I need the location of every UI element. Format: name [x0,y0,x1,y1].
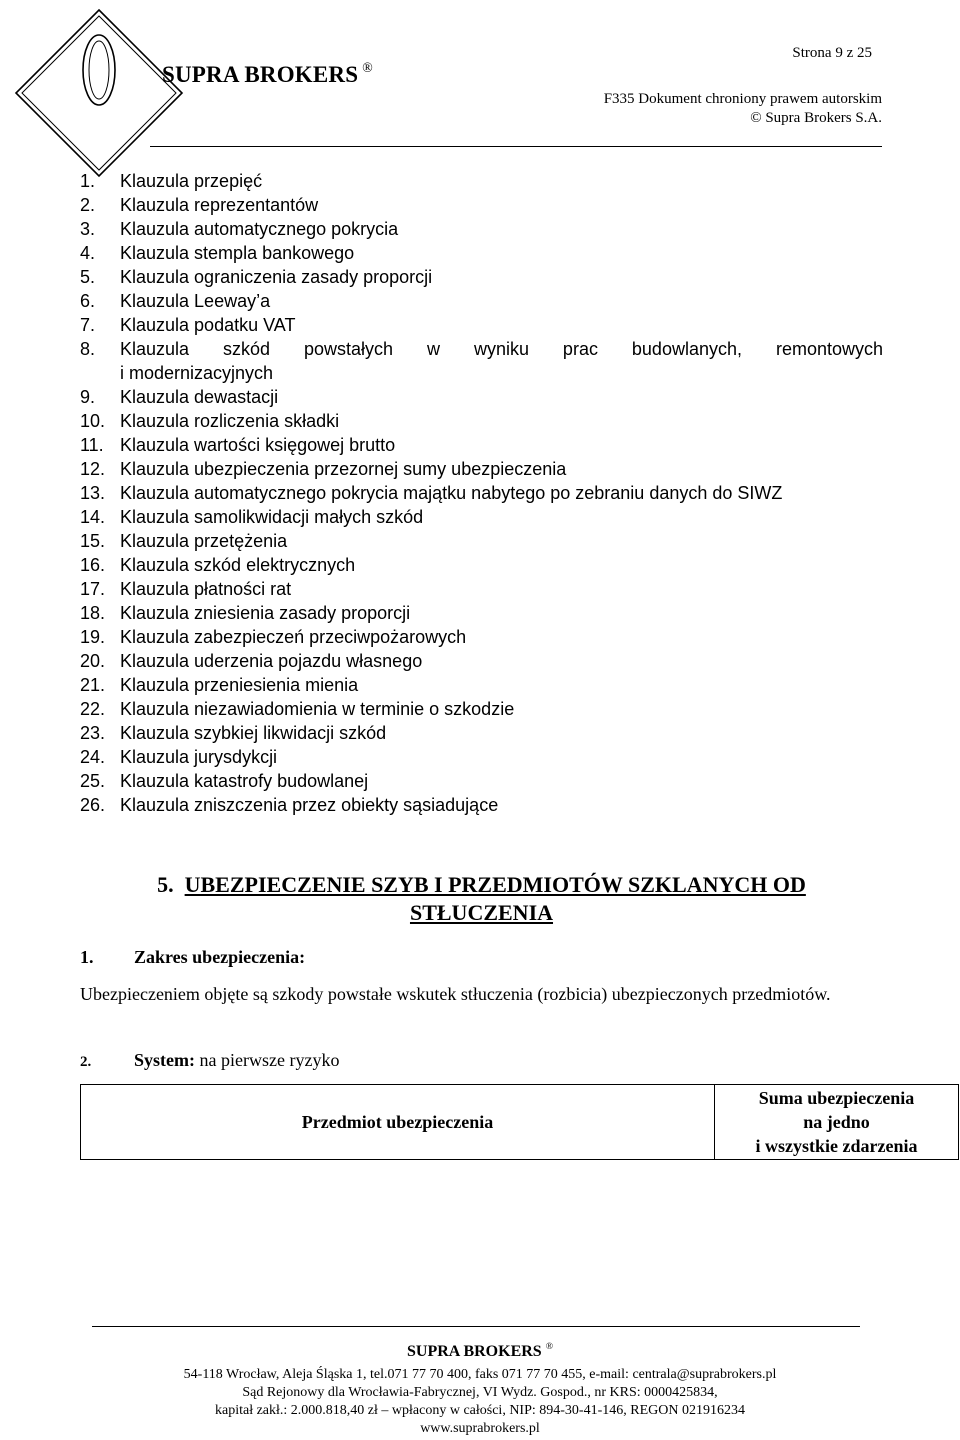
header-rule [150,146,882,147]
clause-text: Klauzula przeniesienia mienia [120,675,359,695]
clause-number: 20. [80,651,106,671]
clause-text: Klauzula dewastacji [120,387,279,407]
clause-number: 12. [80,459,106,479]
clause-number: 5. [80,267,96,287]
clause-text: Klauzula szkód elektrycznych [120,555,356,575]
clause-text: Klauzula zabezpieczeń przeciwpożarowych [120,627,467,647]
clause-text: Klauzula rozliczenia składki [120,411,340,431]
clause-number: 9. [80,387,96,407]
clause-number: 17. [80,579,106,599]
list-item [80,385,883,409]
list-item [80,169,883,193]
list-item [80,577,883,601]
list-item [80,217,883,241]
clause-number: 26. [80,795,106,815]
clause-number: 15. [80,531,106,551]
clause-text: Klauzula przetężenia [120,531,288,551]
clause-text: Klauzula automatycznego pokrycia [120,219,399,239]
clause-text: Klauzula podatku VAT [120,315,296,335]
clause-number: 1. [80,171,96,191]
clause-number: 16. [80,555,106,575]
subsection-system: 2. System: na pierwsze ryzyko [80,1050,340,1070]
footer-address: 54-118 Wrocław, Aleja Śląska 1, tel.071 77 70 400, faks 071 77 70 455, e-mail: centrala@suprabrokers.pl [183,1367,777,1382]
clause-number: 11. [80,435,104,455]
list-item [80,769,883,793]
list-item [80,529,883,553]
clause-number: 4. [80,243,96,263]
list-item [80,625,883,649]
scope-paragraph: Ubezpieczeniem objęte są szkody powstałe wskutek stłuczenia (rozbicia) ubezpieczonych przedmiotów. [80,984,831,1004]
clause-text: Klauzula stempla bankowego [120,243,355,263]
list-item [80,337,883,361]
clause-text: Klauzula niezawiadomienia w terminie o szkodzie [120,699,515,719]
clause-text: Klauzula katastrofy budowlanej [120,771,369,791]
header-copyright: © Supra Brokers S.A. [750,110,882,126]
clause-text: Klauzula jurysdykcji [120,747,278,767]
clause-text: Klauzula reprezentantów [120,195,319,215]
list-item [80,697,883,721]
clause-text: Klauzula zniszczenia przez obiekty sąsiadujące [120,795,499,815]
footer-capital: kapitał zakł.: 2.000.818,40 zł – wpłacony w całości, NIP: 894-30-41-146, REGON 021916234 [215,1403,745,1418]
list-item [80,265,883,289]
clause-number: 21. [80,675,106,695]
clause-list [80,169,883,817]
clause-text: Klauzula samolikwidacji małych szkód [120,507,424,527]
list-item [80,673,883,697]
clause-text: Klauzula automatycznego pokrycia majątku nabytego po zebraniu danych do SIWZ [120,483,783,503]
subsection-scope: 1. Zakres ubezpieczenia: [80,947,306,967]
clause-number: 6. [80,291,96,311]
list-item [80,721,883,745]
clause-text: Klauzula szybkiej likwidacji szkód [120,723,387,743]
clause-text: Klauzula szkód powstałych w wyniku prac budowlanych, remontowych [120,339,883,359]
clause-number: 18. [80,603,106,623]
footer-brand: SUPRA BROKERS ® [407,1341,553,1360]
clause-text: Klauzula ubezpieczenia przezornej sumy ubezpieczenia [120,459,567,479]
list-item [80,793,883,817]
footer-info [0,1366,960,1438]
list-item [80,649,883,673]
footer-rule [92,1326,860,1327]
list-item [80,505,883,529]
clause-text: Klauzula zniesienia zasady proporcji [120,603,411,623]
list-item [80,193,883,217]
list-item [80,481,883,505]
clause-text: Klauzula uderzenia pojazdu własnego [120,651,423,671]
clause-number: 13. [80,483,106,503]
clause-number: 24. [80,747,106,767]
clause-number: 3. [80,219,96,239]
clause-text: Klauzula płatności rat [120,579,292,599]
list-item [80,745,883,769]
company-logo [14,8,184,178]
table-header-subject: Przedmiot ubezpieczenia [81,1085,715,1160]
list-item [80,409,883,433]
clause-text: Klauzula Leeway’a [120,291,271,311]
clause-number: 14. [80,507,106,527]
clause-number: 23. [80,723,106,743]
clause-number: 19. [80,627,106,647]
clause-text: Klauzula wartości księgowej brutto [120,435,396,455]
list-item [80,313,883,337]
clause-text-continuation: i modernizacyjnych [120,363,274,383]
footer-court: Sąd Rejonowy dla Wrocławia-Fabrycznej, VI Wydz. Gospod., nr KRS: 0000425834, [242,1385,718,1400]
header-info [604,90,882,128]
list-item [80,433,883,457]
footer-website: www.suprabrokers.pl [420,1421,540,1436]
clause-number: 10. [80,411,106,431]
clause-number: 7. [80,315,96,335]
clause-number: 25. [80,771,106,791]
list-item [80,241,883,265]
header-doc-line: F335 Dokument chroniony prawem autorskim [603,91,882,107]
clause-number: 22. [80,699,106,719]
clause-text: Klauzula ograniczenia zasady proporcji [120,267,433,287]
list-item [80,457,883,481]
list-item-continuation [80,361,883,385]
list-item [80,601,883,625]
insurance-table [80,1084,959,1160]
clause-text: Klauzula przepięć [120,171,263,191]
table-header-sum: Suma ubezpieczenia na jedno i wszystkie zdarzenia [715,1085,959,1160]
clause-number: 8. [80,339,96,359]
clause-number: 2. [80,195,96,215]
list-item [80,289,883,313]
table-row [81,1085,959,1160]
header-brand: SUPRA BROKERS ® [162,60,373,87]
list-item [80,553,883,577]
section-title: 5. UBEZPIECZENIE SZYB I PRZEDMIOTÓW SZKLANYCH OD STŁUCZENIA [157,872,806,925]
page-number: Strona 9 z 25 [792,45,872,61]
